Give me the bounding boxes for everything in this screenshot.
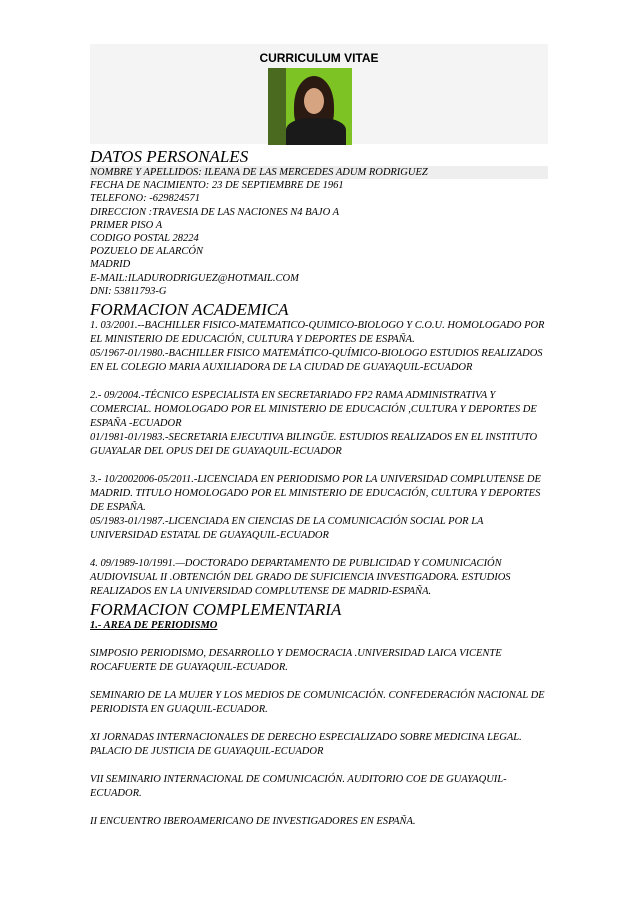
- person-photo-icon: [268, 68, 352, 145]
- section-heading-complementary: FORMACION COMPLEMENTARIA: [90, 600, 342, 620]
- personal-email: E-MAIL:ILADURODRIGUEZ@HOTMAIL.COM: [90, 272, 299, 284]
- complementary-item-5: II ENCUENTRO IBEROAMERICANO DE INVESTIGADORES EN ESPAÑA.: [90, 816, 416, 828]
- academic-entry-4: 4. 09/1989-10/1991.—DOCTORADO DEPARTAMENTO DE PUBLICIDAD Y COMUNICACIÓN AUDIOVISUAL II .OBTENCIÓN DEL GRADO DE SUFICIENCIA INVESTIGADORA. ESTUDIOS REALIZADOS EN LA UNIVERSIDAD COMPLUTENSE DE MADRID-ESPAÑA.: [90, 558, 511, 598]
- title-band: [90, 44, 548, 144]
- page-title: CURRICULUM VITAE: [259, 51, 379, 65]
- personal-postal-code: CODIGO POSTAL 28224: [90, 233, 199, 245]
- academic-entry-1b: 05/1967-01/1980.-BACHILLER FISICO MATEMÁTICO-QUÍMICO-BIOLOGO ESTUDIOS REALIZADOS EN EL COLEGIO MARIA AUXILIADORA DE LA CIUDAD DE GUAYAQUIL-ECUADOR: [90, 348, 543, 374]
- academic-entry-3: 3.- 10/2002006-05/2011.-LICENCIADA EN PERIODISMO POR LA UNIVERSIDAD COMPLUTENSE DE MADRID. TITULO HOMOLOGADO POR EL MINISTERIO DE EDUCACIÓN, CULTURA Y DEPORTES DE ESPAÑA.: [90, 474, 541, 514]
- academic-entry-3b: 05/1983-01/1987.-LICENCIADA EN CIENCIAS DE LA COMUNICACIÓN SOCIAL POR LA UNIVERSIDAD ESTATAL DE GUAYAQUIL-ECUADOR: [90, 516, 484, 542]
- academic-entry-2: 2.- 09/2004.-TÉCNICO ESPECIALISTA EN SECRETARIADO FP2 RAMA ADMINISTRATIVA Y COMERCIAL. HOMOLOGADO POR EL MINISTERIO DE EDUCACIÓN ,CULTURA Y DEPORTES DE ESPAÑA -ECUADOR: [90, 390, 537, 430]
- personal-city: MADRID: [90, 259, 131, 271]
- complementary-item-3: XI JORNADAS INTERNACIONALES DE DERECHO ESPECIALIZADO SOBRE MEDICINA LEGAL. PALACIO DE JUSTICIA DE GUAYAQUIL-ECUADOR: [90, 732, 522, 758]
- personal-floor: PRIMER PISO A: [90, 219, 163, 231]
- academic-entry-2b: 01/1981-01/1983.-SECRETARIA EJECUTIVA BILINGÜE. ESTUDIOS REALIZADOS EN EL INSTITUTO GUAYALAR DEL OPUS DEI DE GUAYAQUIL-ECUADOR: [90, 432, 538, 458]
- personal-name: NOMBRE Y APELLIDOS: ILEANA DE LAS MERCEDES ADUM RODRIGUEZ: [90, 166, 548, 179]
- document-body: [90, 148, 548, 829]
- cv-page: [90, 44, 548, 829]
- section-heading-academic: FORMACION ACADEMICA: [90, 300, 289, 320]
- personal-dni: DNI: 53811793-G: [90, 285, 167, 297]
- complementary-item-4: VII SEMINARIO INTERNACIONAL DE COMUNICACIÓN. AUDITORIO COE DE GUAYAQUIL-ECUADOR.: [90, 774, 507, 800]
- complementary-item-1: SIMPOSIO PERIODISMO, DESARROLLO Y DEMOCRACIA .UNIVERSIDAD LAICA VICENTE ROCAFUERTE DE GUAYAQUIL-ECUADOR.: [90, 648, 502, 674]
- personal-address: DIRECCION :TRAVESIA DE LAS NACIONES N4 BAJO A: [90, 206, 340, 218]
- personal-town: POZUELO DE ALARCÓN: [90, 246, 203, 258]
- section-heading-personal: DATOS PERSONALES: [90, 147, 249, 166]
- personal-phone: TELEFONO: -629824571: [90, 193, 200, 205]
- personal-birthdate: FECHA DE NACIMIENTO: 23 DE SEPTIEMBRE DE 1961: [90, 180, 344, 192]
- complementary-item-2: SEMINARIO DE LA MUJER Y LOS MEDIOS DE COMUNICACIÓN. CONFEDERACIÓN NACIONAL DE PERIODISTA EN GUAQUIL-ECUADOR.: [90, 690, 545, 716]
- academic-entry-1: 1. 03/2001.--BACHILLER FISICO-MATEMATICO-QUIMICO-BIOLOGO Y C.O.U. HOMOLOGADO POR EL MINISTERIO DE EDUCACIÓN, CULTURA Y DEPORTES DE ESPAÑA.: [90, 320, 545, 346]
- area-title: 1.- AREA DE PERIODISMO: [90, 620, 218, 632]
